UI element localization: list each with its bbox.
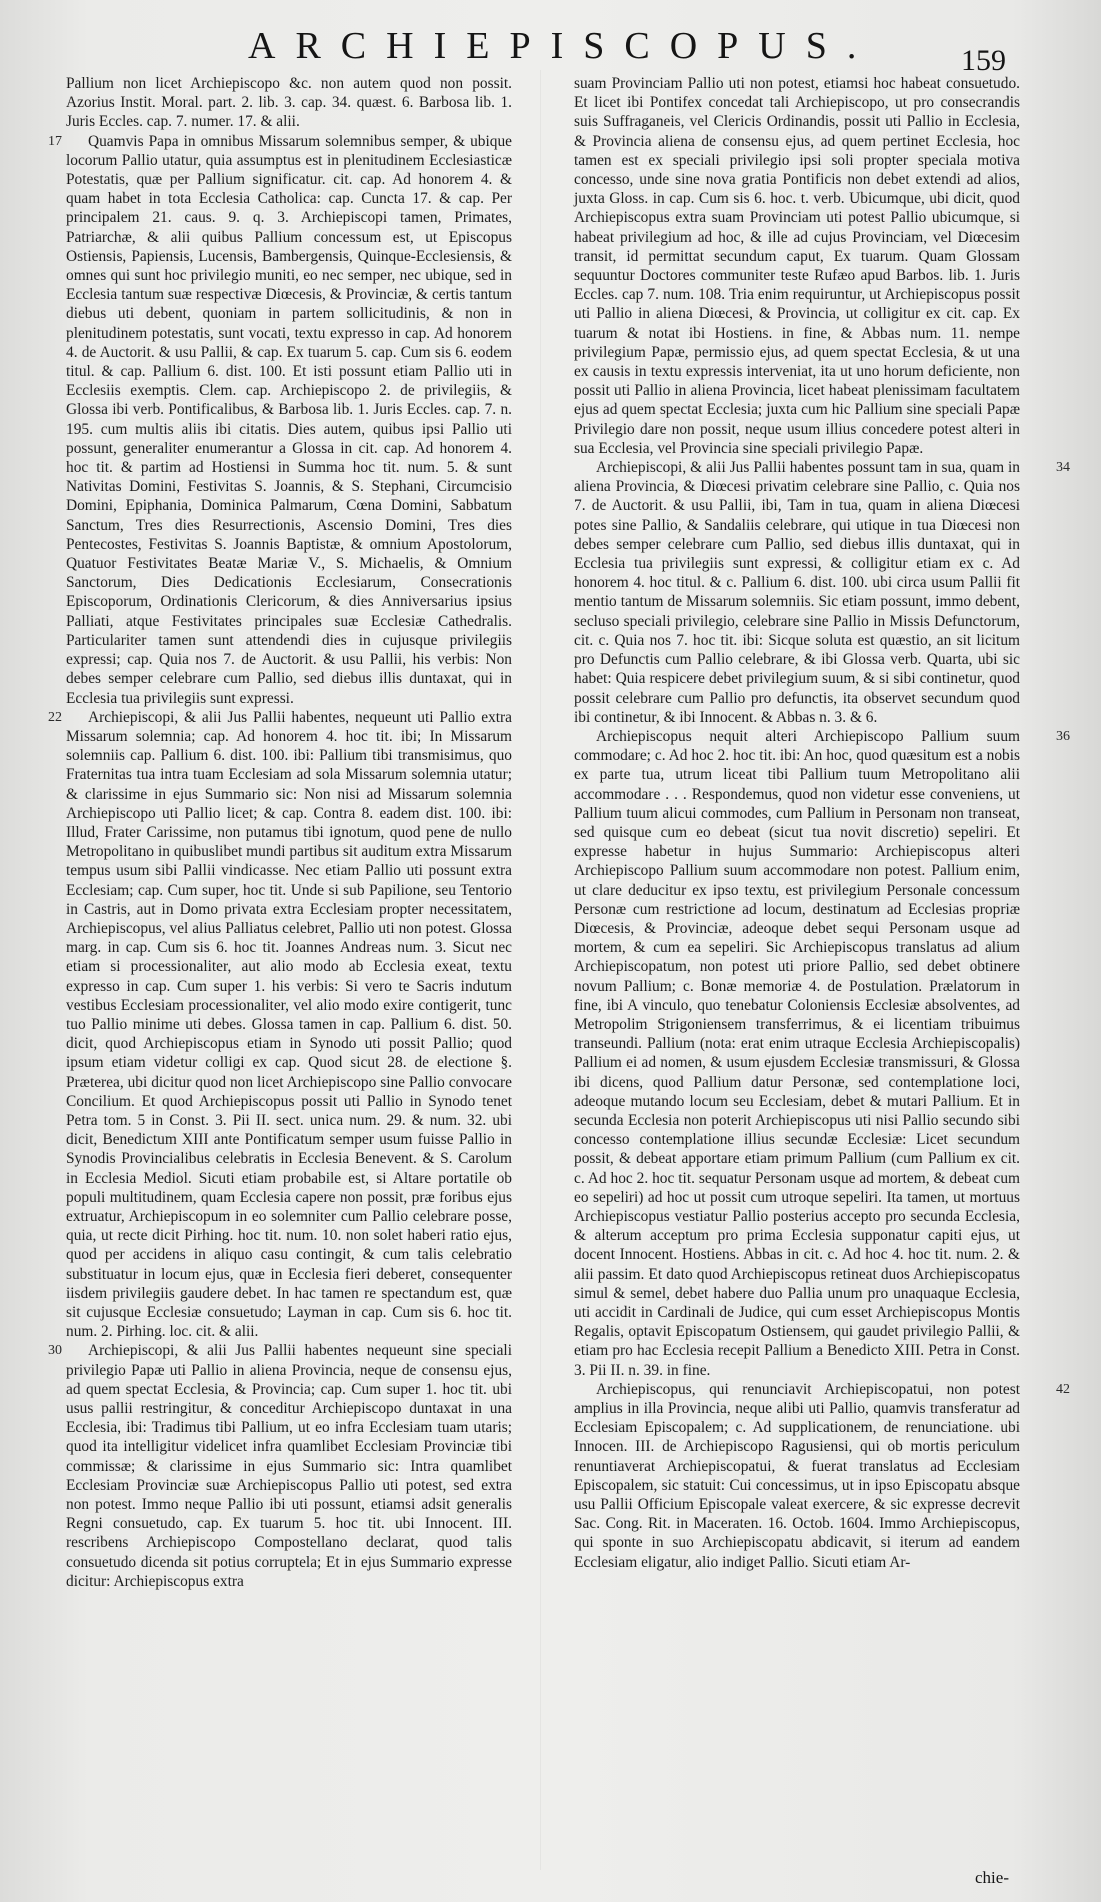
margin-number: 34 [1056, 460, 1070, 476]
paragraph [66, 74, 512, 132]
margin-number: 30 [48, 1343, 62, 1359]
paragraph [48, 132, 512, 708]
margin-number: 17 [48, 133, 62, 149]
paragraph [574, 458, 1070, 727]
paragraph-text: Pallium non licet Archiepiscopo &c. non autem quod non possit. Azorius Instit. Moral. part. 2. lib. 3. cap. 34. quæst. 6. Barbosa lib. 1. Juris Eccles. cap. 7. numer. 17. & alii. [66, 75, 512, 131]
running-head [0, 18, 1101, 77]
margin-number: 36 [1056, 728, 1070, 744]
paragraph-text: Archiepiscopi, & alii Jus Pallii habentes nequeunt sine speciali privilegio Papæ uti Pallio in aliena Provincia, neque de consensu ejus, ad quem spectat Ecclesia, & Provincia; cap. Cum super 1. hoc tit. ubi usus pallii restringitur, & conceditur Archiepiscopo duntaxat in una Ecclesia, ibi: Tradimus tibi Pallium, ut eo infra Ecclesiam tuam utaris; quod ita intelligitur videlicet infra quamlibet Ecclesiam Provinciæ tibi commissæ; & clarissime in ejus Summario sic: Intra quamlibet Ecclesiam Provinciæ suæ Archiepiscopus Pallio uti potest, sed extra non potest. Immo neque Pallio ibi uti possunt, etiamsi adsit generalis Regni consuetudo, cap. Ex tuarum 5. hoc tit. ubi Innocent. III. rescribens Archiepiscopo Compostellano declarat, quod talis consuetudo dicenda sit potius corruptela; Et in ejus Summario expresse dicitur: Archiepiscopus extra [66, 1342, 512, 1590]
paragraph [574, 74, 1020, 458]
column-gutter [540, 70, 541, 1870]
margin-number: 42 [1056, 1381, 1070, 1397]
paragraph [574, 727, 1070, 1380]
margin-number: 22 [48, 709, 62, 725]
page-number: 159 [961, 44, 1006, 77]
paragraph-text: Quamvis Papa in omnibus Missarum solemnibus semper, & ubique locorum Pallio utatur, quia assumptus est in plenitudinem Ecclesiasticæ Potestatis, quæ per Pallium significatur. cit. cap. Ad honorem 4. & quam habet in tota Ecclesia Catholica: cap. Cuncta 17. & cap. Per principalem 21. caus. 9. q. 3. Archiepiscopi tamen, Primates, Patriarchæ, & alii quibus Pallium concessum est, ut Episcopus Ostiensis, Papiensis, Lucensis, Bambergensis, Quinque-Ecclesiensis, & omnes qui sunt hoc privilegio muniti, eo nec semper, nec ubique, sed in Ecclesia tantum suæ respectivæ Diœcesis, & Provinciæ, & certis tantum diebus uti debent, quoniam in partem sollicitudinis, & non in plenitudinem potestatis, sunt vocati, textu expresso in cap. Ad honorem 4. de Auctorit. & usu Pallii, & cap. Ex tuarum 5. cap. Cum sis 6. eodem titul. & cap. Pallium 6. dist. 100. Et isti possunt etiam Pallio uti in Ecclesiis exemptis. Clem. cap. Archiepiscopo 2. de privilegiis, & Glossa ibi verb. Pontificalibus, & Barbosa lib. 1. Juris Eccles. cap. 7. n. 195. cum multis aliis ibi citatis. Dies autem, quibus ipsi Pallio uti possunt, generaliter enumerantur a Glossa in cit. cap. Ad honorem 4. hoc tit. & partim ad Hostiensi in Summa hoc tit. num. 5. & sunt Nativitas Domini, Festivitas S. Joannis, & S. Stephani, Circumcisio Domini, Epiphania, Dominica Palmarum, Cœna Domini, Sabbatum Sanctum, Tres dies Resurrectionis, Ascensio Domini, Tres dies Pentecostes, Festivitas S. Joannis Baptistæ, & omnium Apostolorum, Quatuor Festivitates Beatæ Mariæ V., S. Michaelis, & Omnium Sanctorum, Dies Dedicationis Ecclesiarum, Consecrationis Episcoporum, Ordinationis Clericorum, & dies Anniversarius ipsius Palliati, atque Festivitates principales suæ Ecclesiæ Cathedralis. Particulariter tamen sunt attendendi dies in cujusque privilegiis expressi; cap. Quia nos 7. de Auctorit. & usu Pallii, his verbis: Non debes semper celebrare cum Pallio, sed diebus illis duntaxat, qui in Ecclesia tua privilegiis sunt expressi. [66, 132, 512, 707]
left-column [48, 74, 512, 1591]
right-column [574, 74, 1070, 1572]
paragraph [574, 1380, 1070, 1572]
paragraph [48, 1341, 512, 1591]
paragraph-text: Archiepiscopi, & alii Jus Pallii habentes, nequeunt uti Pallio extra Missarum solemnia; cap. Ad honorem 4. hoc tit. ibi; In Missarum solemniis cap. Pallium 6. dist. 100. ibi: Pallium tibi transmisimus, quo Fraternitas tua intra tuam Ecclesiam ad sola Missarum solemnia utatur; & clarissime in ejus Summario sic: Non nisi ad Missarum solemnia Archiepiscopo uti Pallio licet; & cap. Contra 8. eadem dist. 100. ibi: Illud, Frater Carissime, non putamus tibi ignotum, quod pene de nullo Metropolitano in quibuslibet mundi partibus sit auditum extra Missarum tempus usum sibi Pallii vindicasse. Nec etiam Pallio uti possunt extra Ecclesiam; cap. Cum super, hoc tit. Unde si sub Papilione, seu Tentorio in Castris, aut in Domo privata extra Ecclesiam propter necessitatem, Archiepiscopus, vel alius Palliatus celebret, Pallio uti non potest. Glossa marg. in cap. Cum sis 6. hoc tit. Joannes Andreas num. 3. Sicut nec etiam si processionaliter, aut alio modo ab Ecclesia exeat, textu expresso in cap. Cum super 1. his verbis: Si vero te Sacris indutum vestibus Ecclesiam processionaliter, vel alio modo exire contigerit, tunc tuo Pallio minime uti debes. Glossa tamen in cap. Pallium 6. dist. 50. dicit, quod Archiepiscopus etiam in Synodo uti possit Pallio; quod ipsum etiam videtur colligi ex cap. Quod sicut 28. de electione §. Præterea, ubi dicitur quod non licet Archiepiscopo sine Pallio convocare Concilium. Et quod Archiepiscopus possit uti Pallio in Synodo tenet Petra tom. 5 in Const. 3. Pii II. sect. unica num. 29. & num. 32. ubi dicit, Benedictum XIII ante Pontificatum semper usum fuisse Pallio in Synodis Provincialibus celebratis in Ecclesia Benevent. & S. Carolum in Ecclesia Mediol. Sicuti etiam probabile est, si Altare portatile ob populi multitudinem, quam Ecclesia capere non possit, præ foribus ejus extruatur, Archiepiscopum in eo solemniter cum Pallio celebrare posse, quia, ut recte dicit Pirhing. hoc tit. num. 10. non solet haberi ratio ejus, quod per accidens in aliquo casu contingit, & cum talis celebratio substituatur in locum ejus, quæ in Ecclesia fieri deberet, consequenter iisdem privilegiis gaudere debet. In hac tamen re spectandum est, quæ sit cujusque Ecclesiæ consuetudo; Layman in cap. Cum sis 6. hoc tit. num. 2. Pirhing. loc. cit. & alii. [66, 708, 512, 1341]
page-title: ARCHIEPISCOPUS. [248, 25, 877, 67]
paragraph-text: Archiepiscopus nequit alteri Archiepiscopo Pallium suum commodare; c. Ad hoc 2. hoc tit. ibi: An hoc, quod quæsitum est a nobis ex parte tua, utrum liceat tibi Pallium tuum Metropolitano alii accommodare . . . Respondemus, quod non videtur esse conveniens, ut Pallium tuum alicui commodes, cum Pallium in Personam non transeat, sed quisque cum eo debeat (sicut tua novit discretio) sepeliri. Et expresse habetur in hujus Summario: Archiepiscopus alteri Archiepiscopo Pallium suum accommodare non potest. Pallium enim, ut clare deducitur ex ipso textu, est privilegium Personale concessum Personæ cum restrictione ad locum, destinatum ad Ecclesias propriæ Diœcesis, & Provinciæ, adeoque debet sequi Personam usque ad mortem, & cum ea sepeliri. Sic Archiepiscopus translatus ad alium Archiepiscopatum, non potest uti priore Pallio, sed debet obtinere novum Pallium; c. Bonæ memoriæ 4. de Postulation. Prælatorum in fine, ibi A vinculo, quo tenebatur Coloniensis Ecclesiæ absolventes, ad Metropolim Strigoniensem transferrimus, & ei licentiam tribuimus transeundi. Pallium (nota: erat enim utraque Ecclesia Archiepiscopalis) Pallium ei ad nomen, & usum ejusdem Ecclesiæ transmissuri, & Glossa ibi dicens, quod Pallium datur Personæ, sed contemplatione loci, adeoque mutando locum seu Ecclesiam, debet & mutari Pallium. Et in secunda Ecclesia non poterit Archiepiscopus uti nisi Pallio secundo sibi concesso contemplatione illius secundæ Ecclesiæ: Licet secundum possit, & debeat apportare etiam primum Pallium (cum Pallium ex cit. c. Ad hoc 2. hoc tit. sequatur Personam usque ad mortem, & debeat cum eo sepeliri) ad hoc ut possit cum utroque sepeliri. Ita tamen, ut mortuus Archiepiscopus vestiatur Pallio posterius accepto pro secunda Ecclesia, & alterum acceptum pro prima Ecclesia supponatur capiti ejus, ut docent Innocent. Hostiens. Abbas in cit. c. Ad hoc 4. hoc tit. num. 2. & alii passim. Et dato quod Archiepiscopus retineat duos Archiepiscopatus simul & semel, debet habere duo Pallia unum pro unaquaque Ecclesia, uti accidit in Cardinali de Judice, qui cum esset Archiepiscopus Montis Regalis, optavit Episcopatum Ostiensem, qui gaudet privilegio Pallii, & etiam pro hac Ecclesia recepit Pallium a Benedicto XIII. Petra in Const. 3. Pii II. n. 39. in fine. [574, 727, 1020, 1379]
paragraph-text: Archiepiscopi, & alii Jus Pallii habentes possunt tam in sua, quam in aliena Provincia, & Diœcesi privatim celebrare sine Pallio, c. Quia nos 7. de Auctorit. & usu Pallii, ibi, Tam in tua, quam in aliena Diœcesi potes sine Pallio, & Sandaliis celebrare, qui utique in tua Diœcesi non debes semper celebrare cum Pallio, sed diebus illis duntaxat, qui in Ecclesia tua privilegiis sunt expressi, & colligitur etiam ex c. Ad honorem 4. hoc titul. & c. Pallium 6. dist. 100. ubi circa usum Pallii fit mentio tantum de Missarum solemniis. Sic etiam possunt, immo debent, secluso speciali privilegio, celebrare sine Pallio in Missis Defunctorum, cit. c. Quia nos 7. hoc tit. ibi: Sicque soluta est quæstio, an sit licitum pro Defunctis cum Pallio celebrare, & ibi Glossa verb. Quarta, ubi sic habet: Quia respicere debet privilegium suum, & si sibi continetur, quod possit celebrare cum Pallio pro defunctis, ita observet secundum quod ibi continetur, & ibi Innocent. & Abbas n. 3. & 6. [574, 459, 1020, 726]
paragraph-text: suam Provinciam Pallio uti non potest, etiamsi hoc habeat consuetudo. Et licet ibi Pontifex concedat tali Archiepiscopo, ut pro consecrandis suis Suffraganeis, vel Clericis Ordinandis, possit uti Pallio in Ecclesia, & Provincia aliena de consensu ejus, ad quem pertinet Ecclesia, hoc tamen est ex speciali privilegio ipsi soli propter speciala motiva concesso, unde sine nova gratia Pontificis non debet extendi ad alios, juxta Gloss. in cap. Cum sis 6. hoc. t. verb. Ubicumque, ubi dicit, quod Archiepiscopus extra suam Provinciam uti potest Pallio ubicumque, si habeat privilegium ad hoc, & ille ad cujus Provinciam, vel Diœcesim transit, id permittat secundum caput, Ex tuarum. Quam Glossam sequuntur Doctores communiter teste Rufæo apud Barbos. lib. 1. Juris Eccles. cap 7. num. 108. Tria enim requiruntur, ut Archiepiscopus possit uti Pallio in aliena Diœcesi, & Provincia, ut colligitur ex cit. cap. Ex tuarum & notat ibi Hostiens. in fine, & Abbas num. 11. nempe privilegium Papæ, permissio ejus, ad quem spectat Ecclesia, & ut una ex causis in textu expressis interveniat, ita ut uno horum deficiente, non possit uti Pallio in aliena Provincia, licet habeat plenissimam facultatem ejus ad quem spectat Ecclesia; juxta cum hic Pallium sine speciali Papæ Privilegio dare non possit, neque usum illius concedere potest alteri in sua Ecclesia, vel Provincia sine speciali privilegio Papæ. [574, 75, 1020, 457]
paragraph-text: Archiepiscopus, qui renunciavit Archiepiscopatui, non potest amplius in illa Provincia, neque alibi uti Pallio, quamvis transferatur ad Ecclesiam Episcopalem; c. Ad supplicationem, de renunciatione. ubi Innocen. III. de Archiepiscopo Ragusiensi, qui ob mortis periculum renuntiaverat Archiepiscopatui, & fuerat translatus ad Ecclesiam Episcopalem, sic statuit: Cui concessimus, ut in ipso Episcopatu absque usu Pallii Officium Episcopale valeat exercere, & sic expresse decrevit Sac. Cong. Rit. in Maceraten. 16. Octob. 1604. Immo Archiepiscopus, qui sponte in suo Archiepiscopatu abdicavit, si iterum ad eandem Ecclesiam eligatur, alio indiget Pallio. Sicuti etiam Ar- [574, 1380, 1020, 1571]
catchword: chie- [975, 1868, 1009, 1887]
paragraph [48, 708, 512, 1342]
